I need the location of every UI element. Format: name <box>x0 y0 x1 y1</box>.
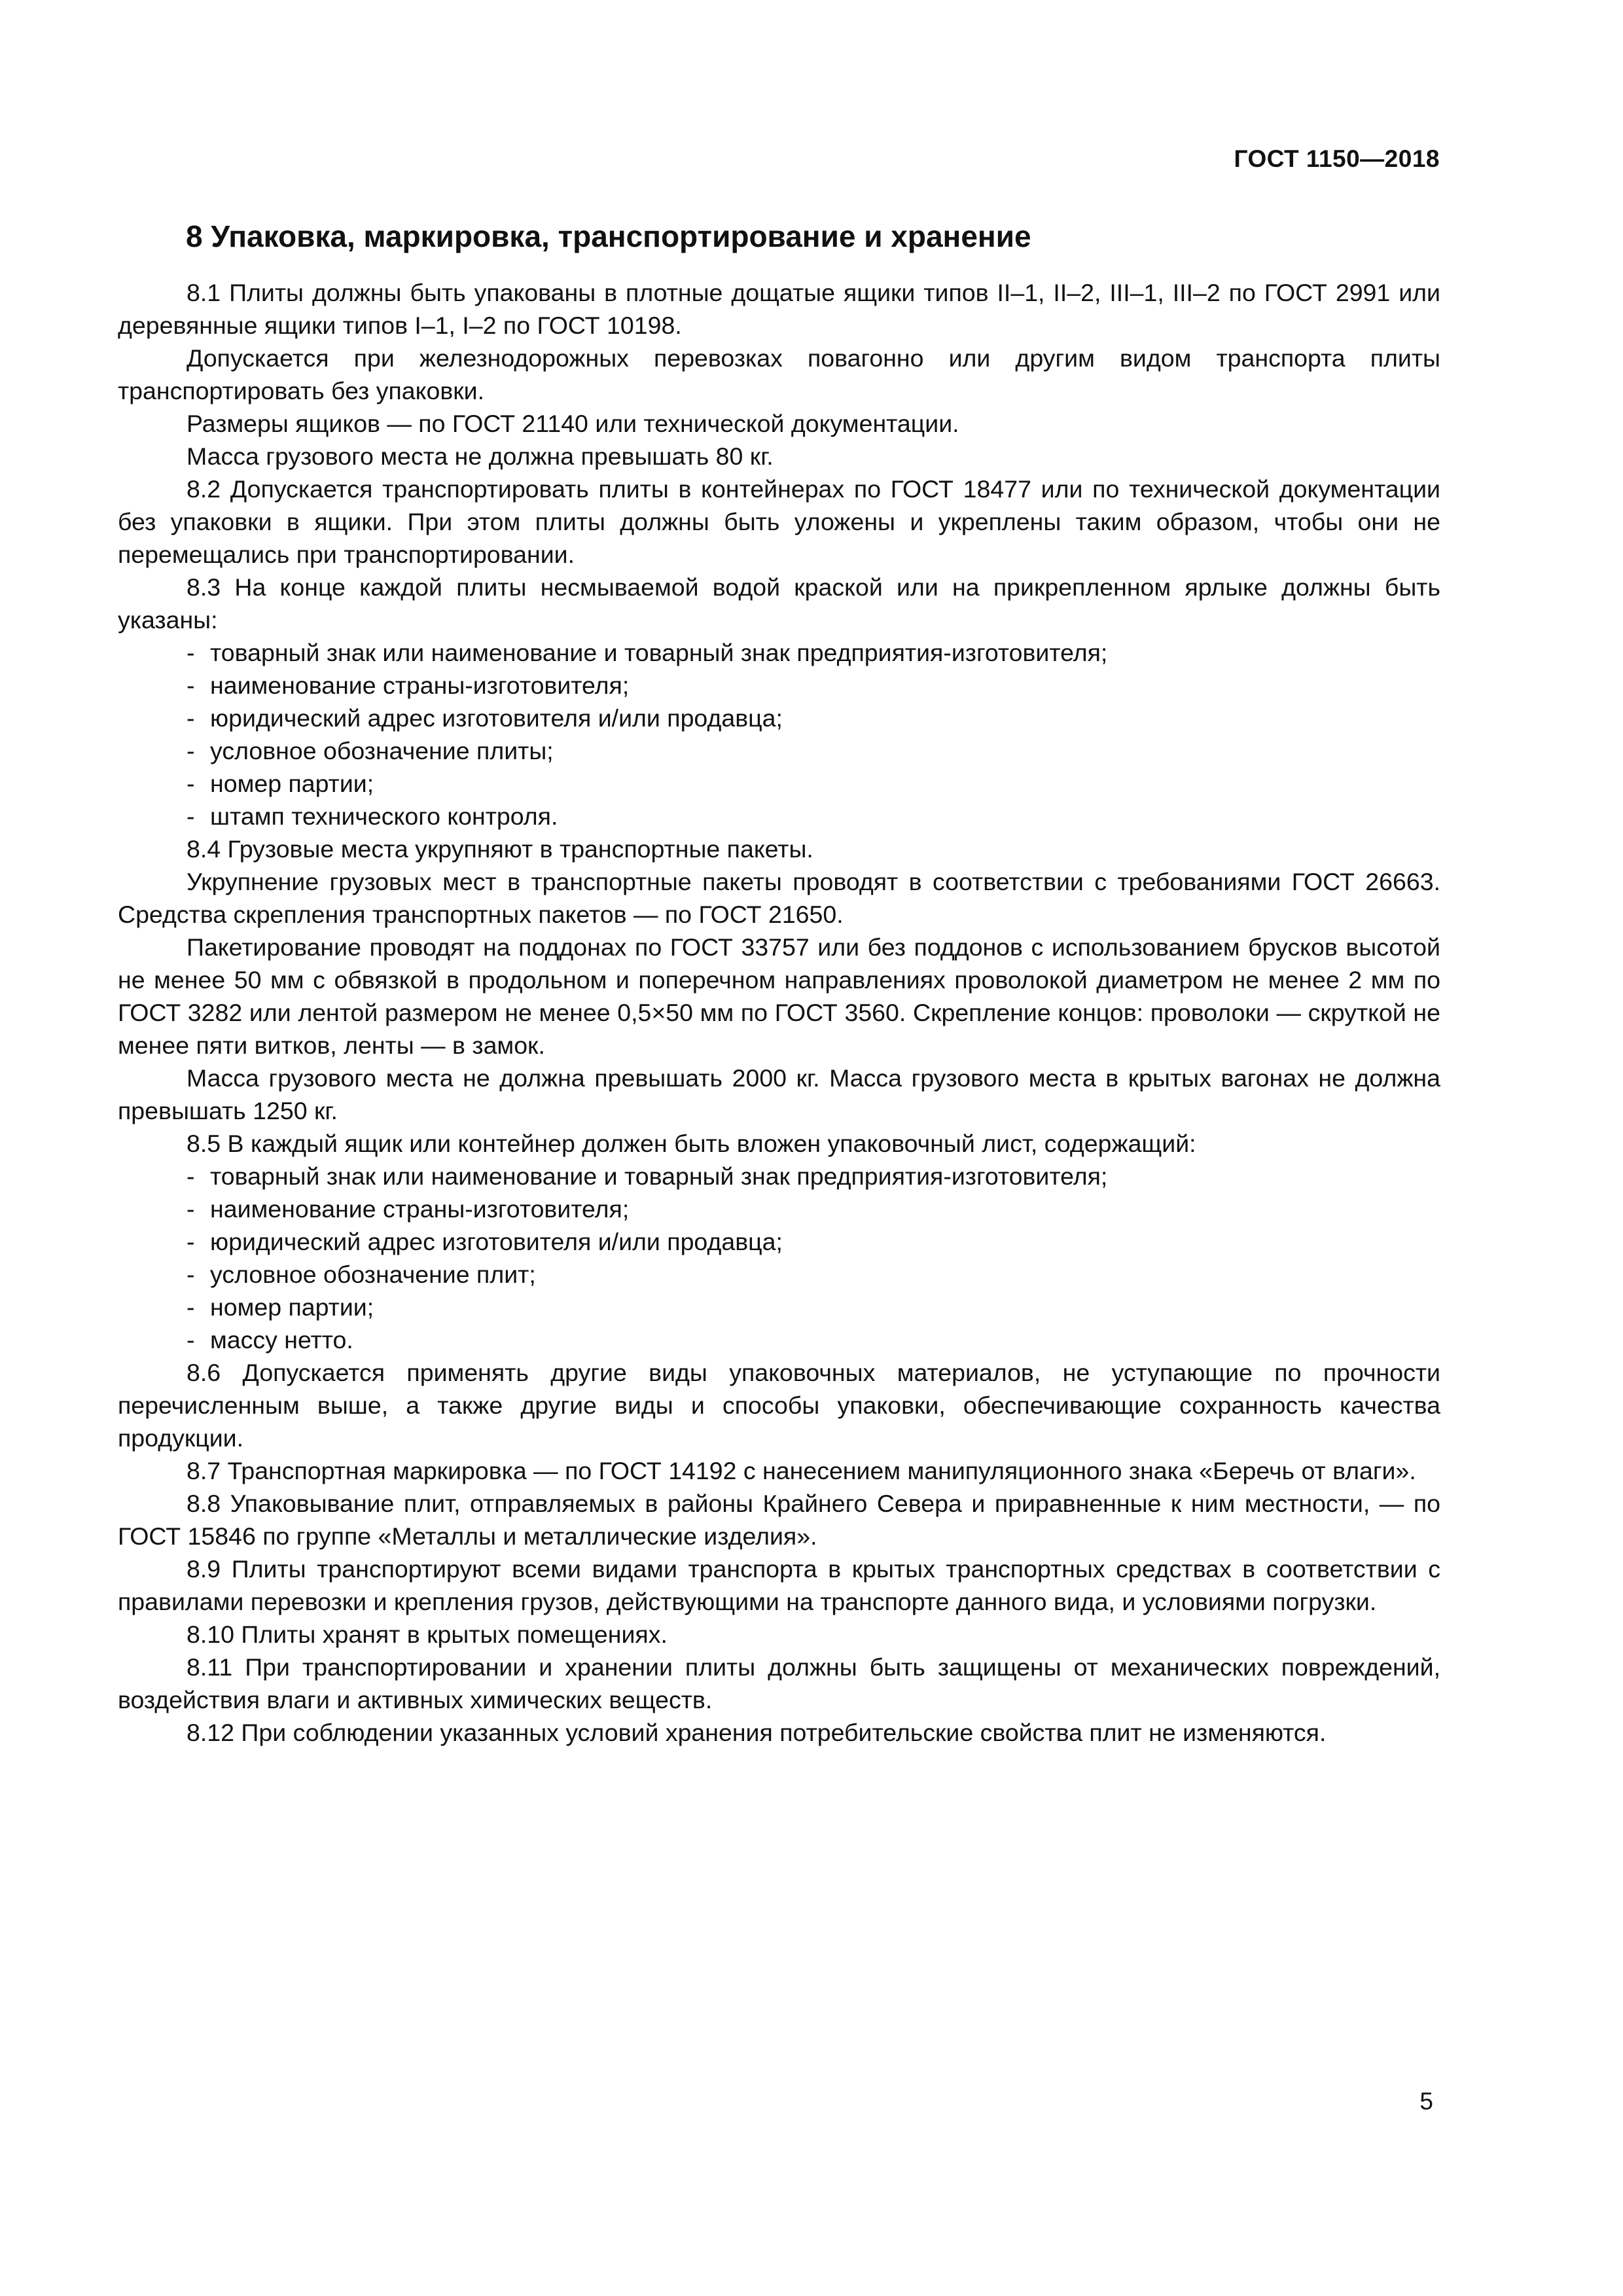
paragraph-8-11: 8.11 При транспортировании и хранении плиты должны быть защищены от механических повреждений, воздействия влаги и активных химических веществ. <box>118 1653 1440 1713</box>
list-item: - номер партии; <box>118 767 1440 800</box>
paragraph-8-7: 8.7 Транспортная маркировка — по ГОСТ 14192 с нанесением манипуляционного знака «Беречь от влаги». <box>187 1457 1416 1484</box>
list-item: - номер партии; <box>118 1291 1440 1323</box>
paragraph-8-1: 8.1 Плиты должны быть упакованы в плотные дощатые ящики типов II–1, II–2, III–1, III–2 по ГОСТ 2991 или деревянные ящики типов I–1, I–2 по ГОСТ 10198. <box>118 279 1440 339</box>
list-item: - товарный знак или наименование и товарный знак предприятия-изготовителя; <box>118 636 1440 669</box>
paragraph-8-9: 8.9 Плиты транспортируют всеми видами транспорта в крытых транспортных средствах в соответствии с правилами перевозки и крепления грузов, действующими на транспорте данного вида, и условиями погрузки. <box>118 1555 1440 1615</box>
paragraph-8-4: 8.4 Грузовые места укрупняют в транспортные пакеты. <box>187 835 813 863</box>
document-code: ГОСТ 1150—2018 <box>1234 145 1440 172</box>
paragraph: Укрупнение грузовых мест в транспортные пакеты проводят в соответствии с требованиями ГОСТ 26663. Средства скрепления транспортных пакетов — по ГОСТ 21650. <box>118 868 1440 928</box>
paragraph: Допускается при железнодорожных перевозках повагонно или другим видом транспорта плиты транспортировать без упаковки. <box>118 344 1440 404</box>
list-item: - штамп технического контроля. <box>118 800 1440 833</box>
paragraph-8-6: 8.6 Допускается применять другие виды упаковочных материалов, не уступающие по прочности перечисленным выше, а также другие виды и способы упаковки, обеспечивающие сохранность качества продукции. <box>118 1359 1440 1452</box>
paragraph-8-3: 8.3 На конце каждой плиты несмываемой водой краской или на прикрепленном ярлыке должны быть указаны: <box>118 573 1440 634</box>
list-item: - юридический адрес изготовителя и/или продавца; <box>118 702 1440 734</box>
paragraph-8-8: 8.8 Упаковывание плит, отправляемых в районы Крайнего Севера и приравненные к ним местности, — по ГОСТ 15846 по группе «Металлы и металлические изделия». <box>118 1490 1440 1550</box>
paragraph-8-12: 8.12 При соблюдении указанных условий хранения потребительские свойства плит не изменяются. <box>187 1719 1327 1746</box>
list-item: - условное обозначение плит; <box>118 1258 1440 1291</box>
paragraph: Пакетирование проводят на поддонах по ГОСТ 33757 или без поддонов с использованием брусков высотой не менее 50 мм с обвязкой в продольном и поперечном направлениях проволокой диаметром не менее 2 мм по ГОСТ 3282 или лентой размером не менее 0,5×50 мм по ГОСТ 3560. Скрепление концов: проволоки — скруткой не менее пяти витков, ленты — в замок. <box>118 933 1440 1059</box>
paragraph: Размеры ящиков — по ГОСТ 21140 или технической документации. <box>187 410 959 437</box>
document-body <box>118 217 1440 1749</box>
list-item: - условное обозначение плиты; <box>118 734 1440 767</box>
list-item: - юридический адрес изготовителя и/или продавца; <box>118 1225 1440 1258</box>
paragraph: Масса грузового места не должна превышать 2000 кг. Масса грузового места в крытых вагонах не должна превышать 1250 кг. <box>118 1064 1440 1124</box>
paragraph-8-10: 8.10 Плиты хранят в крытых помещениях. <box>187 1621 668 1648</box>
list-item: - товарный знак или наименование и товарный знак предприятия-изготовителя; <box>118 1160 1440 1193</box>
packing-list <box>118 1160 1440 1356</box>
page-number: 5 <box>1419 2088 1433 2115</box>
paragraph-8-2: 8.2 Допускается транспортировать плиты в контейнерах по ГОСТ 18477 или по технической документации без упаковки в ящики. При этом плиты должны быть уложены и укреплены таким образом, чтобы они не перемещались при транспортировании. <box>118 475 1440 568</box>
paragraph-8-5: 8.5 В каждый ящик или контейнер должен быть вложен упаковочный лист, содержащий: <box>187 1130 1196 1157</box>
paragraph: Масса грузового места не должна превышать 80 кг. <box>187 442 774 470</box>
marking-list <box>118 636 1440 833</box>
list-item: - наименование страны-изготовителя; <box>118 669 1440 702</box>
list-item: - наименование страны-изготовителя; <box>118 1193 1440 1225</box>
section-heading: 8 Упаковка, маркировка, транспортирование и хранение <box>186 219 1031 253</box>
list-item: - массу нетто. <box>118 1323 1440 1356</box>
